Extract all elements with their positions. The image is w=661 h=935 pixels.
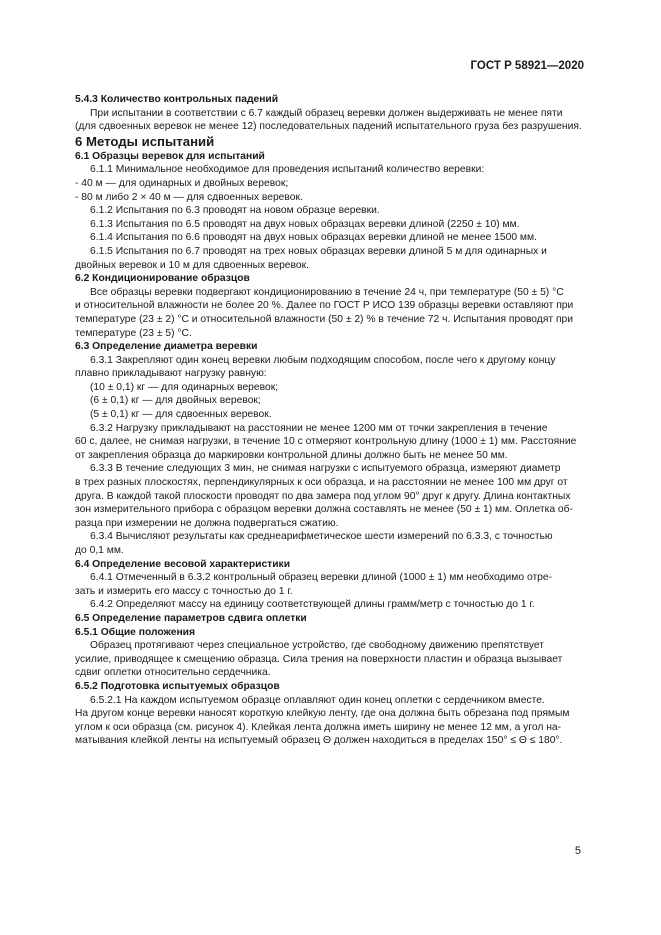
paragraph: двойных веревок и 10 м для сдвоенных веревок. (75, 259, 309, 271)
paragraph: от закрепления образца до маркировки контрольной длины должно быть не менее 50 мм. (75, 449, 508, 461)
paragraph: и относительной влажности не более 20 %. Далее по ГОСТ Р ИСО 139 образцы веревки оставляют при (75, 300, 574, 312)
section-6-3-heading: 6.3 Определение диаметра веревки (75, 341, 258, 353)
paragraph: На другом конце веревки наносят короткую клейкую ленту, где она должна быть обрезана под прямым (75, 708, 570, 720)
paragraph: усилие, приводящее к смещению образца. Сила трения на поверхности пластин и образца вызывает (75, 653, 563, 665)
section-6-2-heading: 6.2 Кондиционирование образцов (75, 273, 250, 285)
paragraph: 6.1.3 Испытания по 6.5 проводят на двух новых образцах веревки длиной (2250 ± 10) мм. (90, 218, 520, 230)
list-item: - 80 м либо 2 × 40 м — для сдвоенных веревок. (75, 191, 303, 203)
paragraph: (для сдвоенных веревок не менее 12) последовательных падений испытательного груза без разрушения. (75, 121, 582, 133)
section-6-1-heading: 6.1 Образцы веревок для испытаний (75, 150, 265, 162)
list-item: (10 ± 0,1) кг — для одинарных веревок; (90, 381, 279, 393)
paragraph: до 0,1 мм. (75, 545, 124, 556)
section-6-5-heading: 6.5 Определение параметров сдвига оплетки (75, 612, 307, 624)
paragraph: Все образцы веревки подвергают кондиционированию в течение 24 ч, при температуре (50 ± 5) °С (90, 286, 564, 298)
paragraph: 6.1.4 Испытания по 6.6 проводят на двух новых образцах веревки длиной не менее 1500 мм. (90, 232, 537, 244)
paragraph: 6.1.2 Испытания по 6.3 проводят на новом образце веревки. (90, 205, 380, 217)
section-6-heading: 6 Методы испытаний (75, 133, 215, 149)
list-item: - 40 м — для одинарных и двойных веревок; (75, 177, 289, 189)
paragraph: 6.1.1 Минимальное необходимое для проведения испытаний количество веревки: (90, 164, 485, 176)
section-6-4-heading: 6.4 Определение весовой характеристики (75, 558, 291, 570)
page-number: 5 (574, 845, 581, 857)
standard-header: ГОСТ Р 58921—2020 (470, 60, 584, 72)
paragraph: зон измерительного прибора с образцом веревки должна составлять не менее (50 ± 1) мм. Оплетка об- (75, 504, 573, 516)
paragraph: 6.4.1 Отмеченный в 6.3.2 контрольный образец веревки длиной (1000 ± 1) мм необходимо отре- (90, 572, 553, 584)
section-6-5-2-heading: 6.5.2 Подготовка испытуемых образцов (75, 680, 280, 692)
paragraph: зать и измерить его массу с точностью до 1 г. (75, 585, 293, 597)
paragraph: 6.5.2.1 На каждом испытуемом образце оплавляют один конец оплетки с сердечником вместе. (90, 694, 545, 706)
paragraph: температуре (23 ± 2) °С и относительной влажности (50 ± 2) % в течение 72 ч. Испытания проводят при (75, 313, 574, 325)
page-body (75, 93, 583, 748)
list-item: (6 ± 0,1) кг — для двойных веревок; (90, 395, 261, 407)
paragraph: 6.3.3 В течение следующих 3 мин, не снимая нагрузки с испытуемого образца, измеряют диаметр (90, 463, 561, 475)
paragraph: 60 с, далее, не снимая нагрузки, в течение 10 с отмеряют контрольную длину (1000 ± 1) мм. Расстояние (75, 436, 577, 448)
list-item: (5 ± 0,1) кг — для сдвоенных веревок. (90, 409, 272, 421)
paragraph: 6.3.1 Закрепляют один конец веревки любым подходящим способом, после чего к другому концу (90, 354, 556, 366)
paragraph: 6.3.2 Нагрузку прикладывают на расстоянии не менее 1200 мм от точки закрепления в течение (90, 422, 548, 434)
paragraph: 6.4.2 Определяют массу на единицу соответствующей длины грамм/метр с точностью до 1 г. (90, 599, 535, 611)
paragraph: разца при измерении не должна подвергаться сжатию. (75, 517, 339, 529)
paragraph: сдвиг оплетки относительно сердечника. (75, 667, 271, 679)
paragraph: Образец протягивают через специальное устройство, где свободному движению препятствует (90, 640, 544, 652)
paragraph: 6.3.4 Вычисляют результаты как среднеарифметическое шести измерений по 6.3.3, с точностью (90, 531, 553, 543)
paragraph: в трех разных плоскостях, перпендикулярных к оси образца, и на расстоянии не менее 100 мм друг от (75, 477, 568, 489)
paragraph: матывания клейкой ленты на испытуемый образец Θ должен находиться в пределах 150° ≤ Θ ≤ 180°. (75, 735, 563, 747)
section-5-4-3-heading: 5.4.3 Количество контрольных падений (75, 94, 279, 105)
paragraph: 6.1.5 Испытания по 6.7 проводят на трех новых образцах веревки длиной 5 м для одинарных и (90, 245, 547, 257)
paragraph: углом к оси образца (см. рисунок 4). Клейкая лента должна иметь ширину не менее 12 мм, а угол на- (75, 721, 562, 733)
paragraph: При испытании в соответствии с 6.7 каждый образец веревки должен выдерживать не менее пяти (90, 107, 563, 119)
paragraph: друга. В каждой такой плоскости проводят по два замера под углом 90° друг к другу. Длина контактных (75, 490, 571, 502)
paragraph: температуре (23 ± 5) °С. (75, 327, 192, 339)
section-6-5-1-heading: 6.5.1 Общие положения (75, 626, 195, 638)
paragraph: плавно прикладывают нагрузку равную: (75, 368, 267, 380)
